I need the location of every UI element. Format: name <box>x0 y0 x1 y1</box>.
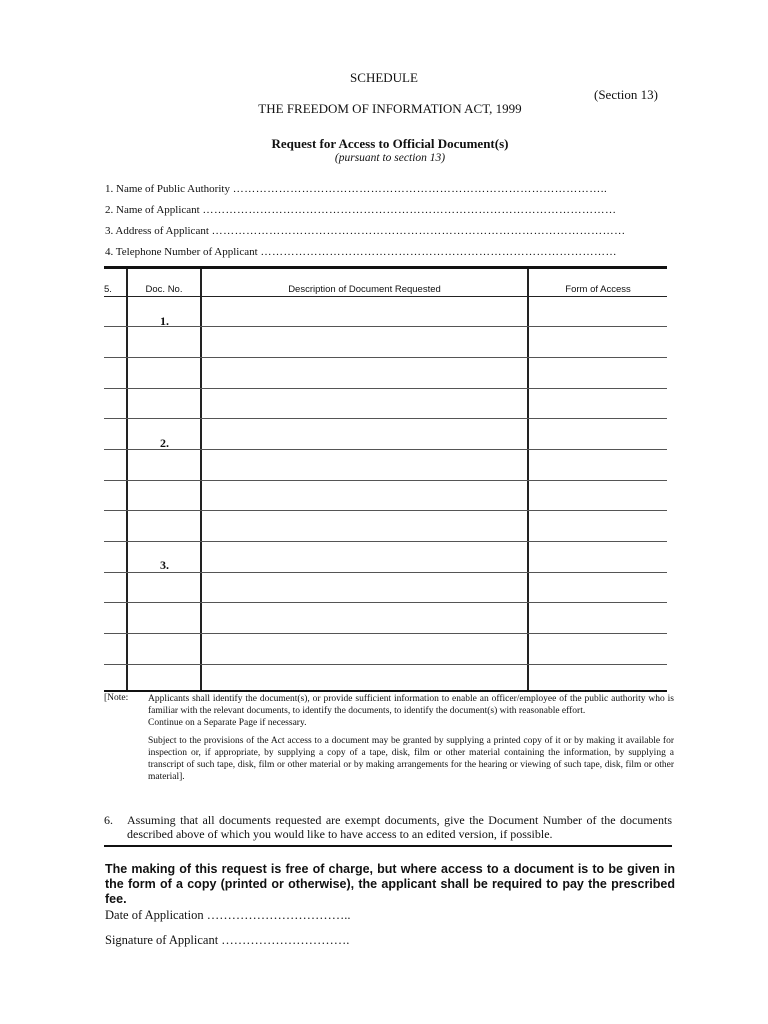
question-6-text: Assuming that all documents requested are exempt documents, give the Document Number of the documents described above of which you would like to have access to an edited version, if possible. <box>127 813 672 841</box>
field-label: 3. Address of Applicant <box>105 225 209 237</box>
note-label: [Note: <box>104 693 129 703</box>
doc-number-1: 1. <box>160 314 169 328</box>
fee-notice: The making of this request is free of charge, but where access to a document is to be given in the form of a copy (printed or otherwise), the applicant shall be required to pay the prescribed fee. <box>105 862 675 906</box>
question-6-number: 6. <box>104 813 113 827</box>
table-row-rule <box>104 664 667 665</box>
table-row-rule <box>104 510 667 511</box>
column-header-description: Description of Document Requested <box>288 284 441 295</box>
table-row-rule <box>104 602 667 603</box>
table-row-rule <box>104 388 667 389</box>
fill-line[interactable]: …………………………………………………………………………………….. <box>232 183 608 195</box>
table-row-rule <box>104 633 667 634</box>
fill-line[interactable]: ……………………………………………………………………………………………… <box>211 225 626 237</box>
table-row-rule <box>104 449 667 450</box>
table-row-rule <box>104 418 667 419</box>
table-row-rule <box>104 357 667 358</box>
section-rule <box>104 845 672 847</box>
note-paragraph: Subject to the provisions of the Act access to a document may be granted by supplying a printed copy of it or by making it available for inspection or, if appropriate, by supplying a copy of a tape, disk, film or other material containing the information, by supplying a transcript of such tape, disk, film or other material or by making arrangements for the hearing or viewing of such tape, disk, film or other material]. <box>148 736 674 782</box>
column-header-form-of-access: Form of Access <box>565 284 631 295</box>
form-subtitle: (pursuant to section 13) <box>334 152 446 164</box>
note-body <box>148 693 674 789</box>
table-row-rule <box>104 572 667 573</box>
table-bottom-rule <box>104 690 667 692</box>
field-label: 2. Name of Applicant <box>105 204 200 216</box>
field-label: 4. Telephone Number of Applicant <box>105 246 258 258</box>
field-applicant-telephone[interactable] <box>105 246 617 258</box>
field-applicant-name[interactable] <box>105 204 616 216</box>
act-title: THE FREEDOM OF INFORMATION ACT, 1999 <box>258 101 522 116</box>
note-paragraph: Applicants shall identify the document(s), or provide sufficient information to enable an officer/employee of the public authority who is familiar with the relevant documents, to identify the documents, to identify the document(s) with reasonable effort. <box>148 694 674 716</box>
date-of-application-field[interactable] <box>105 908 350 923</box>
form-title: Request for Access to Official Document(s) <box>271 136 509 151</box>
fill-line[interactable]: …………………………. <box>221 933 350 947</box>
fill-line[interactable]: …………………………….. <box>206 908 351 922</box>
table-row-rule <box>104 541 667 542</box>
table-row-label: 5. <box>104 284 112 295</box>
section-reference: (Section 13) <box>594 87 658 102</box>
schedule-heading: SCHEDULE <box>350 70 418 85</box>
table-top-rule <box>104 266 667 269</box>
fill-line[interactable]: ………………………………………………………………………………… <box>260 246 617 258</box>
note-continue-line: Continue on a Separate Page if necessary. <box>148 718 307 728</box>
field-label: 1. Name of Public Authority <box>105 183 230 195</box>
signature-field[interactable] <box>105 933 349 948</box>
table-row-rule <box>104 480 667 481</box>
field-label: Date of Application <box>105 908 204 922</box>
doc-number-3: 3. <box>160 558 169 572</box>
field-applicant-address[interactable] <box>105 225 626 237</box>
field-public-authority[interactable] <box>105 183 607 195</box>
column-header-doc-no: Doc. No. <box>145 284 183 295</box>
fill-line[interactable]: ……………………………………………………………………………………………… <box>202 204 617 216</box>
doc-number-2: 2. <box>160 436 169 450</box>
field-label: Signature of Applicant <box>105 933 219 947</box>
table-header-rule <box>104 296 667 297</box>
table-row-rule <box>104 326 667 327</box>
